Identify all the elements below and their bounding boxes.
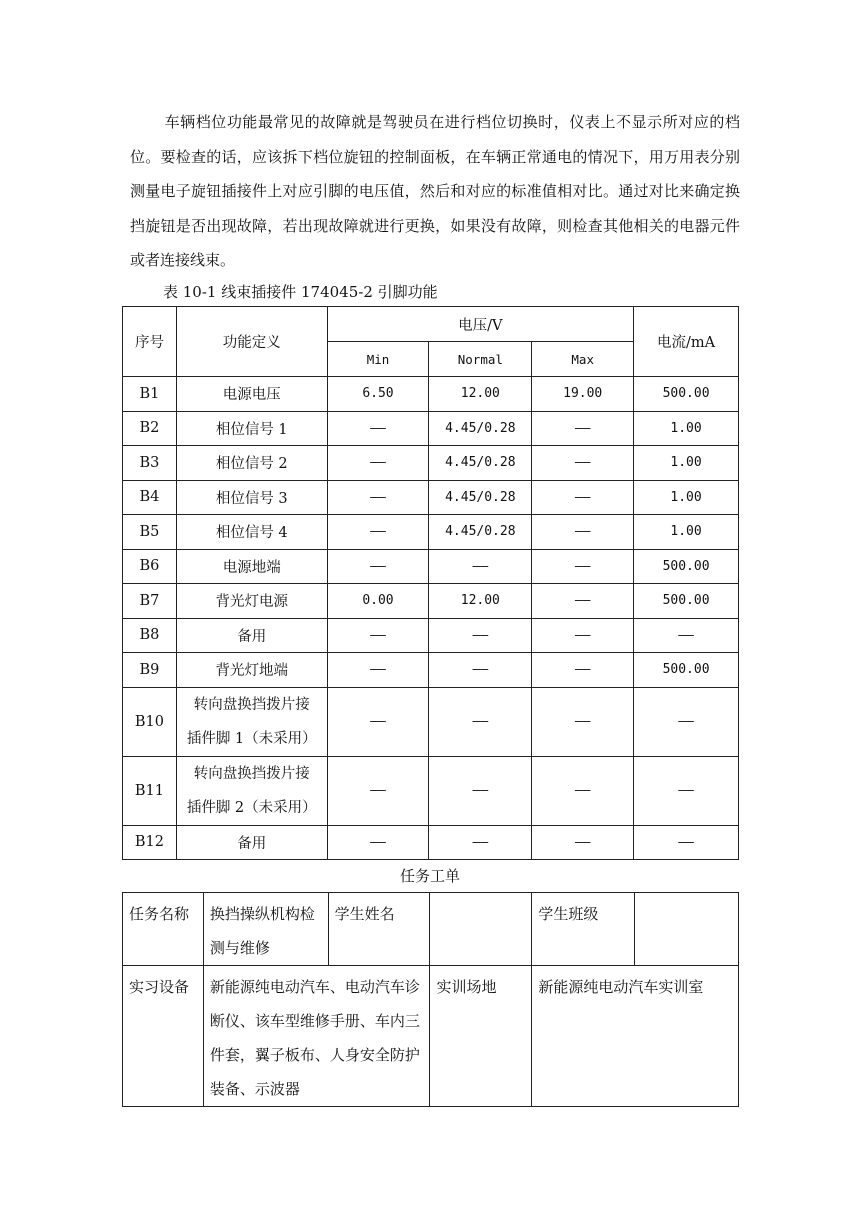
current-cell: 1.00 [634, 446, 739, 481]
function-cell: 备用 [176, 618, 327, 653]
table-row [123, 687, 739, 756]
min-cell: —— [327, 653, 429, 688]
task-name-value [203, 893, 328, 966]
worksheet-row [123, 966, 739, 1107]
pin-cell: B1 [123, 377, 177, 412]
function-cell: 相位信号 1 [176, 411, 327, 446]
normal-cell: 4.45/0.28 [429, 411, 532, 446]
current-cell: —— [634, 687, 739, 756]
function-cell: 相位信号 3 [176, 480, 327, 515]
current-cell: 1.00 [634, 480, 739, 515]
current-cell: 500.00 [634, 653, 739, 688]
intro-paragraph [130, 105, 740, 278]
min-cell: —— [327, 411, 429, 446]
function-cell [176, 687, 327, 756]
pin-cell: B7 [123, 584, 177, 619]
intro-paragraph-text: 车辆档位功能最常见的故障就是驾驶员在进行档位切换时，仪表上不显示所对应的档位。要检查的话，应该拆下档位旋钮的控制面板，在车辆正常通电的情况下，用万用表分别测量电子旋钮插接件上对应引脚的电压值，然后和对应的标准值相对比。通过对比来确定换挡旋钮是否出现故障，若出现故障就进行更换，如果没有故障，则检查其他相关的电器元件或者连接线束。 [130, 113, 740, 269]
table-row [123, 756, 739, 825]
normal-cell: —— [429, 653, 532, 688]
table-row [123, 618, 739, 653]
pin-cell: B12 [123, 825, 177, 860]
normal-cell: —— [429, 618, 532, 653]
task-worksheet-table [122, 892, 739, 1107]
task-name-label: 任务名称 [123, 893, 204, 966]
student-name-field[interactable] [430, 893, 532, 966]
header-min: Min [327, 342, 429, 377]
table-row [123, 480, 739, 515]
max-cell: —— [532, 687, 634, 756]
equipment-line: 件套，翼子板布、人身安全防护 [209, 1046, 420, 1064]
worksheet-row [123, 893, 739, 966]
header-current: 电流/mA [634, 307, 739, 377]
function-cell: 电源电压 [176, 377, 327, 412]
max-cell: —— [532, 618, 634, 653]
student-class-label: 学生班级 [532, 893, 635, 966]
function-cell: 背光灯地端 [176, 653, 327, 688]
equipment-label: 实习设备 [123, 966, 204, 1107]
min-cell: —— [327, 515, 429, 550]
function-cell: 相位信号 4 [176, 515, 327, 550]
normal-cell: —— [429, 687, 532, 756]
table-caption: 表 10-1 线束插接件 174045-2 引脚功能 [163, 283, 438, 301]
current-cell: 500.00 [634, 584, 739, 619]
pin-cell: B9 [123, 653, 177, 688]
task-name-line: 测与维修 [209, 939, 270, 957]
current-cell: 500.00 [634, 549, 739, 584]
current-cell: 1.00 [634, 411, 739, 446]
table-row [123, 549, 739, 584]
function-line: 转向盘换挡拨片接 [193, 696, 310, 713]
min-cell: —— [327, 825, 429, 860]
function-line: 插件脚 2（未采用） [186, 799, 317, 816]
min-cell: 0.00 [327, 584, 429, 619]
equipment-line: 断仪、该车型维修手册、车内三 [209, 1012, 420, 1030]
pin-cell: B3 [123, 446, 177, 481]
current-cell: 1.00 [634, 515, 739, 550]
header-max: Max [532, 342, 634, 377]
pin-cell: B6 [123, 549, 177, 584]
pin-cell: B10 [123, 687, 177, 756]
pin-cell: B5 [123, 515, 177, 550]
pin-function-table [122, 306, 739, 860]
table-row [123, 411, 739, 446]
max-cell: —— [532, 446, 634, 481]
current-cell: —— [634, 756, 739, 825]
max-cell: —— [532, 653, 634, 688]
function-line: 转向盘换挡拨片接 [193, 765, 310, 782]
pin-cell: B11 [123, 756, 177, 825]
function-cell: 备用 [176, 825, 327, 860]
header-function: 功能定义 [176, 307, 327, 377]
header-normal: Normal [429, 342, 532, 377]
table-row [123, 446, 739, 481]
table-row [123, 653, 739, 688]
function-cell: 背光灯电源 [176, 584, 327, 619]
pin-cell: B8 [123, 618, 177, 653]
function-cell: 电源地端 [176, 549, 327, 584]
min-cell: —— [327, 480, 429, 515]
max-cell: 19.00 [532, 377, 634, 412]
venue-label: 实训场地 [430, 966, 532, 1107]
current-cell: 500.00 [634, 377, 739, 412]
normal-cell: —— [429, 756, 532, 825]
task-name-line: 换挡操纵机构检 [209, 905, 315, 923]
max-cell: —— [532, 515, 634, 550]
min-cell: —— [327, 756, 429, 825]
pin-cell: B2 [123, 411, 177, 446]
header-voltage: 电压/V [327, 307, 634, 342]
min-cell: —— [327, 549, 429, 584]
table-row [123, 825, 739, 860]
header-seq: 序号 [123, 307, 177, 377]
normal-cell: 4.45/0.28 [429, 480, 532, 515]
table-row [123, 515, 739, 550]
min-cell: 6.50 [327, 377, 429, 412]
equipment-value [203, 966, 430, 1107]
function-line: 插件脚 1（未采用） [186, 730, 317, 747]
min-cell: —— [327, 687, 429, 756]
max-cell: —— [532, 756, 634, 825]
min-cell: —— [327, 618, 429, 653]
max-cell: —— [532, 825, 634, 860]
pin-cell: B4 [123, 480, 177, 515]
student-class-field[interactable] [635, 893, 739, 966]
function-cell [176, 756, 327, 825]
table-row [123, 377, 739, 412]
max-cell: —— [532, 480, 634, 515]
current-cell: —— [634, 825, 739, 860]
normal-cell: —— [429, 549, 532, 584]
current-cell: —— [634, 618, 739, 653]
normal-cell: 12.00 [429, 584, 532, 619]
max-cell: —— [532, 411, 634, 446]
table-row [123, 584, 739, 619]
equipment-line: 装备、示波器 [209, 1080, 300, 1098]
worksheet-title: 任务工单 [399, 867, 460, 885]
normal-cell: 4.45/0.28 [429, 515, 532, 550]
student-name-label: 学生姓名 [328, 893, 430, 966]
min-cell: —— [327, 446, 429, 481]
normal-cell: —— [429, 825, 532, 860]
max-cell: —— [532, 549, 634, 584]
function-cell: 相位信号 2 [176, 446, 327, 481]
normal-cell: 4.45/0.28 [429, 446, 532, 481]
max-cell: —— [532, 584, 634, 619]
equipment-line: 新能源纯电动汽车、电动汽车诊 [209, 978, 420, 996]
venue-value: 新能源纯电动汽车实训室 [532, 966, 739, 1107]
normal-cell: 12.00 [429, 377, 532, 412]
